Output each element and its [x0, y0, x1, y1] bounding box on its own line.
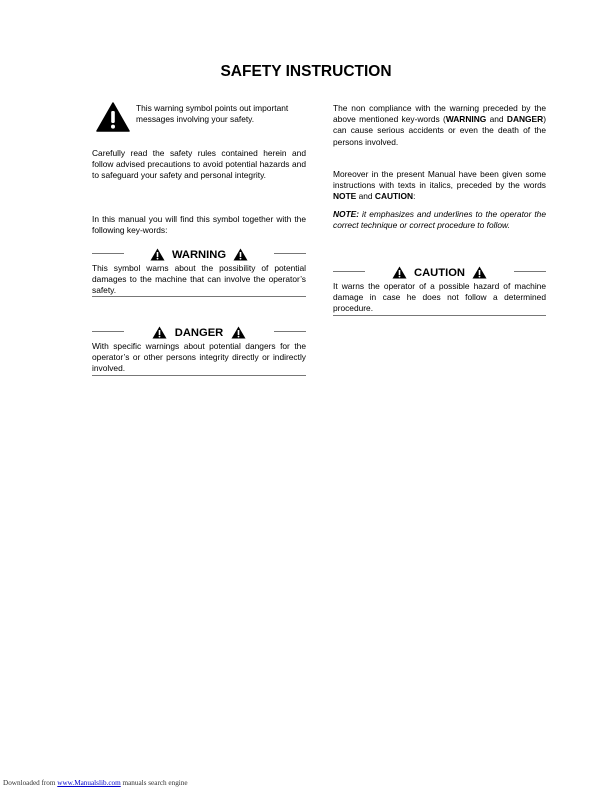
warning-heading: [92, 246, 306, 260]
warning-keyword: WARNING: [171, 248, 227, 261]
warning-divider: [92, 296, 306, 297]
warning-triangle-icon: [96, 102, 130, 132]
footer: Downloaded from www.Manualslib.com manuals search engine: [3, 779, 188, 787]
caution-heading: [333, 264, 546, 278]
intro-text: This warning symbol points out important messages involving your safety.: [136, 103, 289, 125]
manualslib-link[interactable]: www.Manualslib.com: [57, 779, 121, 787]
italics-paragraph: Moreover in the present Manual have been given some instructions with texts in italics, preceded by the words NOTE and CAUTION:: [333, 169, 546, 202]
caution-divider: [333, 315, 546, 316]
note-paragraph: NOTE: it emphasizes and underlines to the operator the correct technique or correct procedure to follow.: [333, 209, 546, 231]
caution-keyword: CAUTION: [414, 266, 465, 279]
caution-description: It warns the operator of a possible hazard of machine damage in case he does not follow a determined procedure.: [333, 281, 546, 314]
warning-triangle-icon: [472, 266, 487, 279]
noncompliance-paragraph: The non compliance with the warning preceded by the above mentioned key-words (WARNING and DANGER) can cause serious accidents or even the death of the persons involved.: [333, 103, 546, 147]
note-label: NOTE:: [333, 209, 360, 219]
page-title: SAFETY INSTRUCTION: [220, 63, 392, 80]
warning-description: This symbol warns about the possibility of potential damages to the machine that can involve the operator’s safety.: [92, 263, 306, 296]
warning-triangle-icon: [233, 248, 248, 261]
warning-triangle-icon: [152, 326, 167, 339]
warning-triangle-icon: [231, 326, 246, 339]
danger-description: With specific warnings about potential dangers for the operator’s or other persons integrity directly or indirectly involved.: [92, 341, 306, 374]
danger-keyword: DANGER: [174, 326, 224, 339]
safety-rules-paragraph: Carefully read the safety rules contained herein and follow advised precautions to avoid potential hazards and to safeguard your safety and personal integrity.: [92, 148, 306, 181]
danger-divider: [92, 375, 306, 376]
keywords-paragraph: In this manual you will find this symbol together with the following key-words:: [92, 214, 306, 236]
warning-triangle-icon: [150, 248, 165, 261]
danger-heading: [92, 324, 306, 338]
warning-triangle-icon: [392, 266, 407, 279]
